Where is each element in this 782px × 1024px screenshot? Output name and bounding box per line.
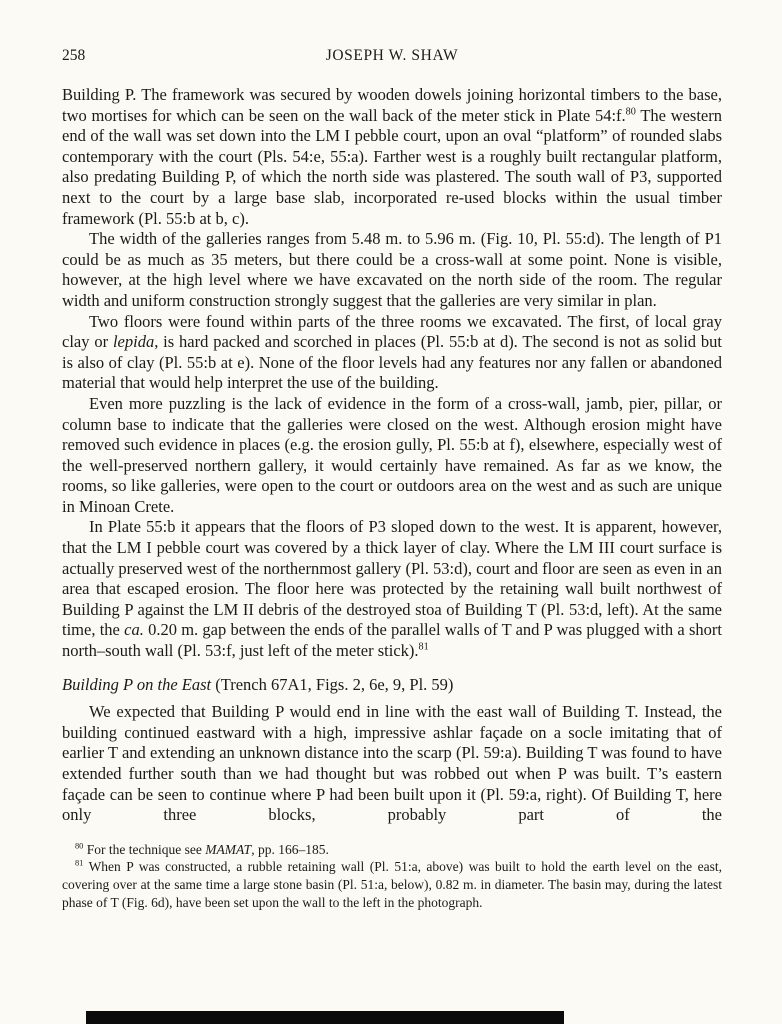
text-run: 0.20 m. gap between the ends of the parallel walls of T and P was plugged with a short north–south wall (Pl. 53:f, just left of the meter stick). <box>62 620 722 661</box>
text-block <box>62 85 722 826</box>
running-head: JOSEPH W. SHAW <box>325 47 459 64</box>
page-number: 258 <box>62 47 86 64</box>
body-paragraph <box>62 702 722 826</box>
text-run: In Plate 55:b it appears that the floors of P3 sloped down to the west. It is apparent, however, that the LM I pebble court was covered by a thick layer of clay. Where the LM III court surface is actually preserved west of the northernmost gallery (Pl. 53:d), court and floor are seen as even in an area that escaped erosion. The floor here was protected by the retaining wall built northwest of Building P against the LM II debris of the destroyed stoa of Building T (Pl. 53:d, left). At the same time, the <box>62 517 722 640</box>
footnote-marker: 81 <box>418 641 429 653</box>
footnote-marker: 81 <box>75 858 84 868</box>
text-run: Two floors were found within parts of the three rooms we excavated. The first, of local gray clay or <box>62 311 722 352</box>
footnotes <box>62 841 722 911</box>
footnote <box>62 858 722 911</box>
text-run: (Trench 67A1, Figs. 2, 6e, 9, Pl. 59) <box>211 674 454 694</box>
footnote-marker: 80 <box>625 106 636 118</box>
footnote-marker: 80 <box>75 841 84 851</box>
body-paragraph <box>62 517 722 661</box>
text-run: For the technique see <box>83 841 206 857</box>
body-paragraph <box>62 229 722 311</box>
text-run: We expected that Building P would end in line with the east wall of Building T. Instead, the building continued eastward with a high, impressive ashlar façade on a socle imitating that of earlier T and extending an unknown distance into the scarp (Pl. 59:a). Building T was found to have extended further south than we had thought but was robbed out when P was built. T’s eastern façade can be seen to continue where P had been built upon it (Pl. 59:a, right). Of Building T, here only three blocks, probably part of the <box>62 702 722 825</box>
text-run: Even more puzzling is the lack of evidence in the form of a cross-wall, jamb, pier, pillar, or column base to indicate that the galleries were closed on the west. Although erosion might have removed such evidence in places (e.g. the erosion gully, Pl. 55:b at f), elsewhere, especially west of the well-preserved northern gallery, it would certainly have remained. As far as we know, the rooms, so like galleries, were open to the court or outdoors area on the west and as such are unique in Minoan Crete. <box>62 393 722 516</box>
italic-text-run: MAMAT <box>205 841 252 857</box>
text-run: When P was constructed, a rubble retaining wall (Pl. 51:a, above) was built to hold the earth level on the east, covering over at the same time a large stone basin (Pl. 51:a, below), 0.82 m. in diameter. The basin may, during the latest phase of T (Fig. 6d), have been set upon the wall to the left in the photograph. <box>62 859 722 910</box>
body-paragraph <box>62 312 722 394</box>
italic-text-run: ca. <box>124 620 144 640</box>
italic-text-run: Building P on the East <box>62 674 212 694</box>
text-run: Building P. The framework was secured by wooden dowels joining horizontal timbers to the base, two mortises for which can be seen on the wall back of the meter stick in Plate 54:f. <box>62 85 722 125</box>
page-header <box>62 46 722 66</box>
footnote <box>62 841 722 859</box>
body-paragraph <box>62 85 722 229</box>
text-run: , pp. 166–185. <box>251 841 329 857</box>
text-run: The width of the galleries ranges from 5.48 m. to 5.96 m. (Fig. 10, Pl. 55:d). The length of P1 could be as much as 35 meters, but there could be a cross-wall at some point. None is visible, however, at the high level where we have excavated on the north side of the room. The regular width and uniform construction strongly suggest that the galleries are very similar in plan. <box>62 229 722 310</box>
body-paragraph <box>62 394 722 518</box>
text-run: , is hard packed and scorched in places (Pl. 55:b at d). The second is not as solid but is also of clay (Pl. 55:b at e). None of the floor levels had any features nor any fallen or abandoned material that would help interpret the use of the building. <box>62 332 722 393</box>
italic-text-run: lepida <box>112 332 155 352</box>
text-run: The western end of the wall was set down into the LM I pebble court, upon an oval “platform” of rounded slabs contemporary with the court (Pls. 54:e, 55:a). Farther west is a roughly built rectangular platform, also predating Building P, of which the north side was plastered. The south wall of P3, supported next to the court by a large base slab, incorporated re-used blocks within the usual timber framework (Pl. 55:b at b, c). <box>62 105 723 228</box>
section-heading <box>62 675 722 696</box>
scan-artifact-bar <box>86 1011 564 1024</box>
